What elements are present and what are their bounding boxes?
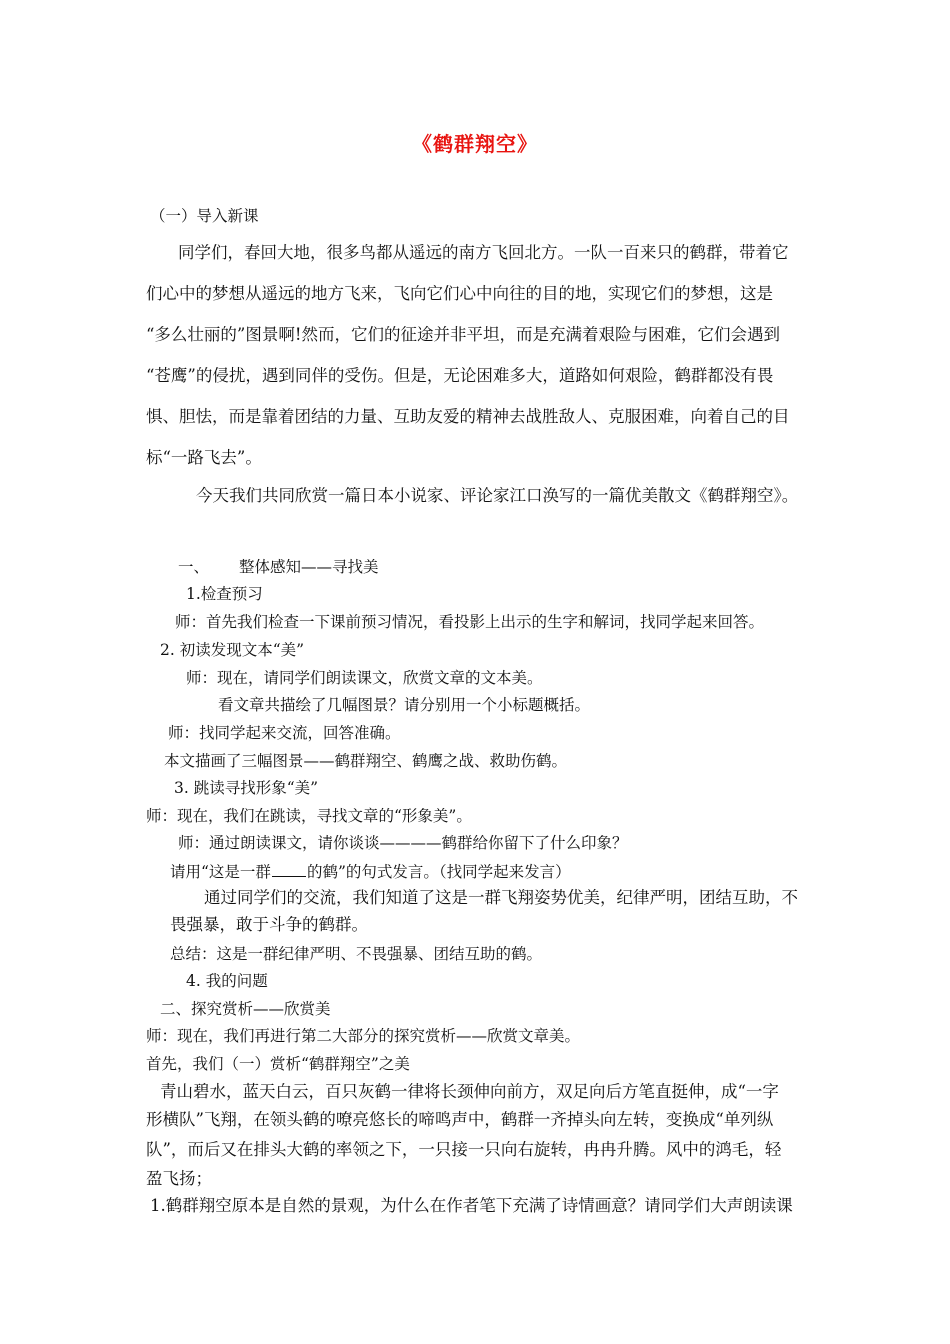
part2-teacher: 师：现在，我们再进行第二大部分的探究赏析——欣赏文章美。 (146, 1027, 581, 1045)
passage-line: 青山碧水，蓝天白云，百只灰鹤一律将长颈伸向前方，双足向后方笔直挺伸，成“一字 (160, 1082, 779, 1101)
intro-line: “苍鹰”的侵扰，遇到同伴的受伤。但是，无论困难多大，道路如何艰险，鹤群都没有畏 (146, 366, 774, 385)
step2-answer: 本文描画了三幅图景——鹤群翔空、鹤鹰之战、救助伤鹤。 (164, 752, 568, 770)
step3-prompt (170, 861, 571, 882)
intro-line: 们心中的梦想从遥远的地方飞来，飞向它们心中向往的目的地，实现它们的梦想，这是 (146, 284, 773, 303)
passage-line: 队”，而后又在排头大鹤的率领之下，一只接一只向右旋转，冉冉升腾。风中的鸿毛，轻 (146, 1140, 782, 1159)
intro-line: 同学们，春回大地，很多鸟都从遥远的南方飞回北方。一队一百来只的鹤群，带着它 (178, 243, 789, 262)
question-1: 1.鹤群翔空原本是自然的景观，为什么在作者笔下充满了诗情画意？请同学们大声朗读课 (150, 1196, 793, 1215)
step2-answer-prompt: 师：找同学起来交流，回答准确。 (168, 724, 401, 742)
passage-line: 形横队”飞翔，在领头鹤的嘹亮悠长的啼鸣声中，鹤群一齐掉头向左转，变换成“单列纵 (146, 1110, 774, 1129)
step3-summary: 通过同学们的交流，我们知道了这是一群飞翔姿势优美，纪律严明，团结互助，不 (204, 888, 798, 907)
intro-line: 标“一路飞去”。 (146, 448, 262, 467)
step2-question: 看文章共描绘了几幅图景？请分别用一个小标题概括。 (218, 696, 591, 714)
step1-teacher: 师：首先我们检查一下课前预习情况，看投影上出示的生字和解词，找同学起来回答。 (175, 613, 765, 631)
part2-first: 首先，我们（一）赏析“鹤群翔空”之美 (146, 1055, 410, 1073)
step3-question: 师：通过朗读课文，请你谈谈————鹤群给你留下了什么印象？ (178, 834, 628, 852)
intro-heading: （一）导入新课 (150, 207, 259, 225)
passage-line: 盈飞扬； (146, 1169, 212, 1188)
fill-in-blank (272, 861, 306, 877)
part2-heading: 二、探究赏析——欣赏美 (160, 1000, 331, 1018)
intro-line: 惧、胆怯，而是靠着团结的力量、互助友爱的精神去战胜敌人、克服困难，向着自己的目 (146, 407, 790, 426)
step3-title: 3. 跳读寻找形象“美” (174, 779, 319, 797)
step3-summary: 畏强暴，敢于斗争的鹤群。 (170, 915, 368, 934)
step3-prompt-end: 的鹤”的句式发言。（找同学起来发言） (306, 863, 571, 881)
step2-teacher: 师：现在，请同学们朗读课文，欣赏文章的文本美。 (186, 669, 543, 687)
part1-heading-number: 一、 (178, 558, 210, 576)
step1-title: 1.检查预习 (186, 585, 263, 603)
part1-heading: 整体感知——寻找美 (239, 558, 379, 576)
document-title: 《鹤群翔空》 (412, 132, 538, 156)
step2-title: 2. 初读发现文本“美” (160, 641, 305, 659)
step3-prompt-start: 请用“这是一群 (170, 863, 271, 881)
step4-title: 4. 我的问题 (186, 972, 268, 990)
step3-conclusion: 总结：这是一群纪律严明、不畏强暴、团结互助的鹤。 (170, 945, 543, 963)
step3-teacher: 师：现在，我们在跳读，寻找文章的“形象美”。 (146, 807, 472, 825)
intro-closing: 今天我们共同欣赏一篇日本小说家、评论家江口涣写的一篇优美散文《鹤群翔空》。 (196, 486, 799, 505)
intro-line: “多么壮丽的”图景啊!然而，它们的征途并非平坦，而是充满着艰险与困难，它们会遇到 (146, 325, 781, 344)
